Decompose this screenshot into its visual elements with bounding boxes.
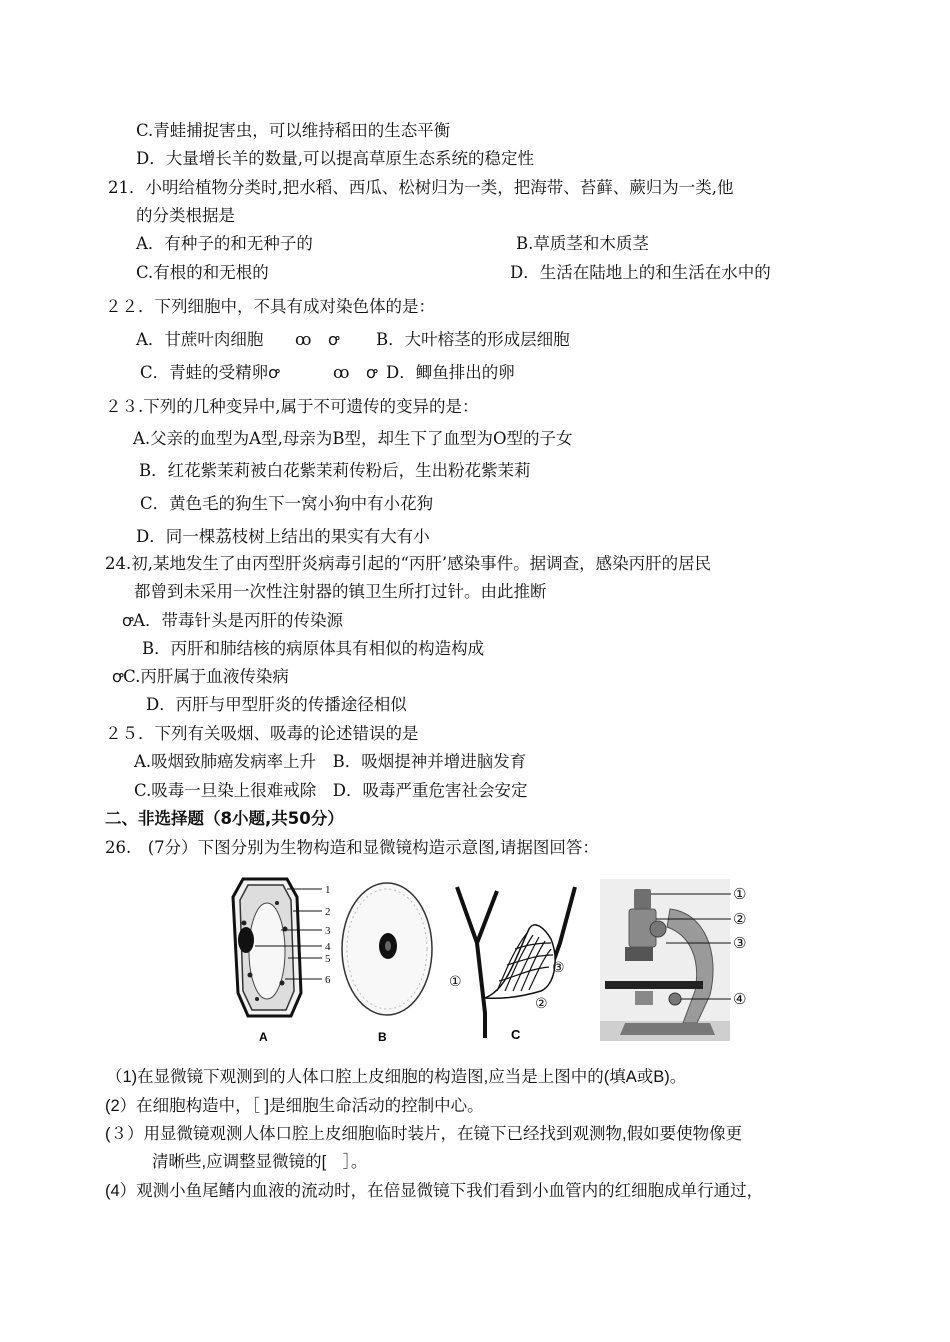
q22-option-b: B．大叶榕茎的形成层细胞 bbox=[376, 330, 570, 349]
label-4: 4 bbox=[325, 941, 331, 953]
panel-a-label: A bbox=[259, 1030, 268, 1044]
q23-option-a: A.父亲的血型为A型,母亲为B型，却生下了血型为O型的子女 bbox=[133, 429, 573, 448]
label-2: 2 bbox=[325, 906, 331, 918]
q22-stem: ２２．下列细胞中，不具有成对染色体的是： bbox=[105, 297, 435, 316]
q26-part-1: （1)在显微镜下观测到的人体口腔上皮细胞的构造图,应当是上图中的(填A或B)。 bbox=[106, 1068, 687, 1086]
q22-option-d: D．鲫鱼排出的卵 bbox=[386, 363, 515, 382]
q20-option-d: D．大量增长羊的数量,可以提高草原生态系统的稳定性 bbox=[136, 149, 534, 168]
q24-stem-cont: 都曾到未采用一次性注射器的镇卫生所打过针。由此推断 bbox=[134, 582, 547, 601]
plant-cell-diagram bbox=[233, 879, 331, 1044]
q26-part-3-cont: 清晰些,应调整显微镜的[ ］。 bbox=[152, 1153, 368, 1171]
q23-stem: ２３.下列的几种变异中,属于不可遗传的变异的是： bbox=[105, 397, 479, 416]
q22-glyphs-a: ꝏ ꝍ bbox=[295, 330, 340, 349]
q21-option-d: D．生活在陆地上的和生活在水中的 bbox=[510, 263, 771, 282]
q23-option-d: D．同一棵荔枝树上结出的果实有大有小 bbox=[136, 527, 430, 546]
q20-option-c: C.青蛙捕捉害虫，可以维持稻田的生态平衡 bbox=[136, 121, 451, 140]
capillary-mark-3: ③ bbox=[552, 960, 565, 976]
q21-stem-cont: 的分类根据是 bbox=[136, 206, 235, 225]
animal-cell-diagram bbox=[342, 883, 432, 1044]
q24-option-b: B．丙肝和肺结核的病原体具有相似的构造构成 bbox=[142, 639, 485, 658]
panel-b-label: B bbox=[378, 1030, 387, 1044]
microscope-mark-2: ② bbox=[733, 910, 747, 928]
q22-option-c: C．青蛙的受精卵ꝍ bbox=[140, 363, 280, 382]
q24-option-c: ꝍC.丙肝属于血液传染病 bbox=[112, 667, 289, 686]
q26-figure bbox=[215, 873, 790, 1045]
microscope-diagram bbox=[600, 879, 746, 1041]
section-heading: 二、非选择题（8小题,共50分） bbox=[105, 809, 344, 828]
q24-option-d: D．丙肝与甲型肝炎的传播途径相似 bbox=[146, 695, 407, 714]
q25-stem: ２５．下列有关吸烟、吸毒的论述错误的是 bbox=[105, 724, 419, 743]
q22-glyphs-c: ꝏ ꝍ bbox=[333, 363, 378, 382]
microscope-mark-4: ④ bbox=[733, 990, 747, 1008]
label-6: 6 bbox=[325, 974, 331, 986]
q23-option-c: C．黄色毛的狗生下一窝小狗中有小花狗 bbox=[140, 494, 434, 513]
q21-option-a: A．有种子的和无种子的 bbox=[136, 234, 313, 253]
q26-part-3: (３）用显微镜观测人体口腔上皮细胞临时装片，在镜下已经找到观测物,假如要使物像更 bbox=[105, 1125, 743, 1143]
q23-option-b: B．红花紫茉莉被白花紫茉莉传粉后，生出粉花紫茉莉 bbox=[139, 461, 531, 480]
microscope-mark-1: ① bbox=[733, 885, 747, 903]
q24-stem: 24.初,某地发生了由丙型肝炎病毒引起的“丙肝’感染事件。据调查，感染丙肝的居民 bbox=[105, 554, 712, 573]
q21-option-c: C.有根的和无根的 bbox=[136, 263, 269, 282]
capillary-diagram bbox=[449, 887, 575, 1042]
label-1: 1 bbox=[325, 884, 331, 896]
panel-c-label: C bbox=[511, 1027, 521, 1042]
q22-option-a: A．甘蔗叶肉细胞 bbox=[136, 330, 264, 349]
capillary-mark-1: ① bbox=[449, 974, 462, 990]
figure-svg bbox=[215, 873, 790, 1045]
q26-stem: 26. (7分）下图分别为生物构造和显微镜构造示意图,请据图回答： bbox=[105, 838, 599, 857]
q26-part-4: (4）观测小鱼尾鳍内血液的流动时，在倍显微镜下我们看到小血管内的红细胞成单行通过， bbox=[105, 1182, 764, 1200]
q21-option-b: B.草质茎和木质茎 bbox=[516, 234, 649, 253]
microscope-mark-3: ③ bbox=[733, 934, 747, 952]
q25-options-cd: C.吸毒一旦染上很难戒除 D．吸毒严重危害社会安定 bbox=[134, 781, 528, 800]
q26-part-2: (2）在细胞构造中，［ ]是细胞生命活动的控制中心。 bbox=[105, 1097, 484, 1115]
q24-option-a: ꝍA．带毒针头是丙肝的传染源 bbox=[122, 611, 344, 630]
label-5: 5 bbox=[325, 953, 331, 965]
label-3: 3 bbox=[325, 925, 331, 937]
capillary-mark-2: ② bbox=[535, 996, 548, 1012]
q25-options-ab: A.吸烟致肺癌发病率上升 B．吸烟提神并增进脑发育 bbox=[134, 752, 527, 771]
q21-stem: 21．小明给植物分类时,把水稻、西瓜、松树归为一类，把海带、苔藓、蕨归为一类,他 bbox=[108, 178, 734, 197]
